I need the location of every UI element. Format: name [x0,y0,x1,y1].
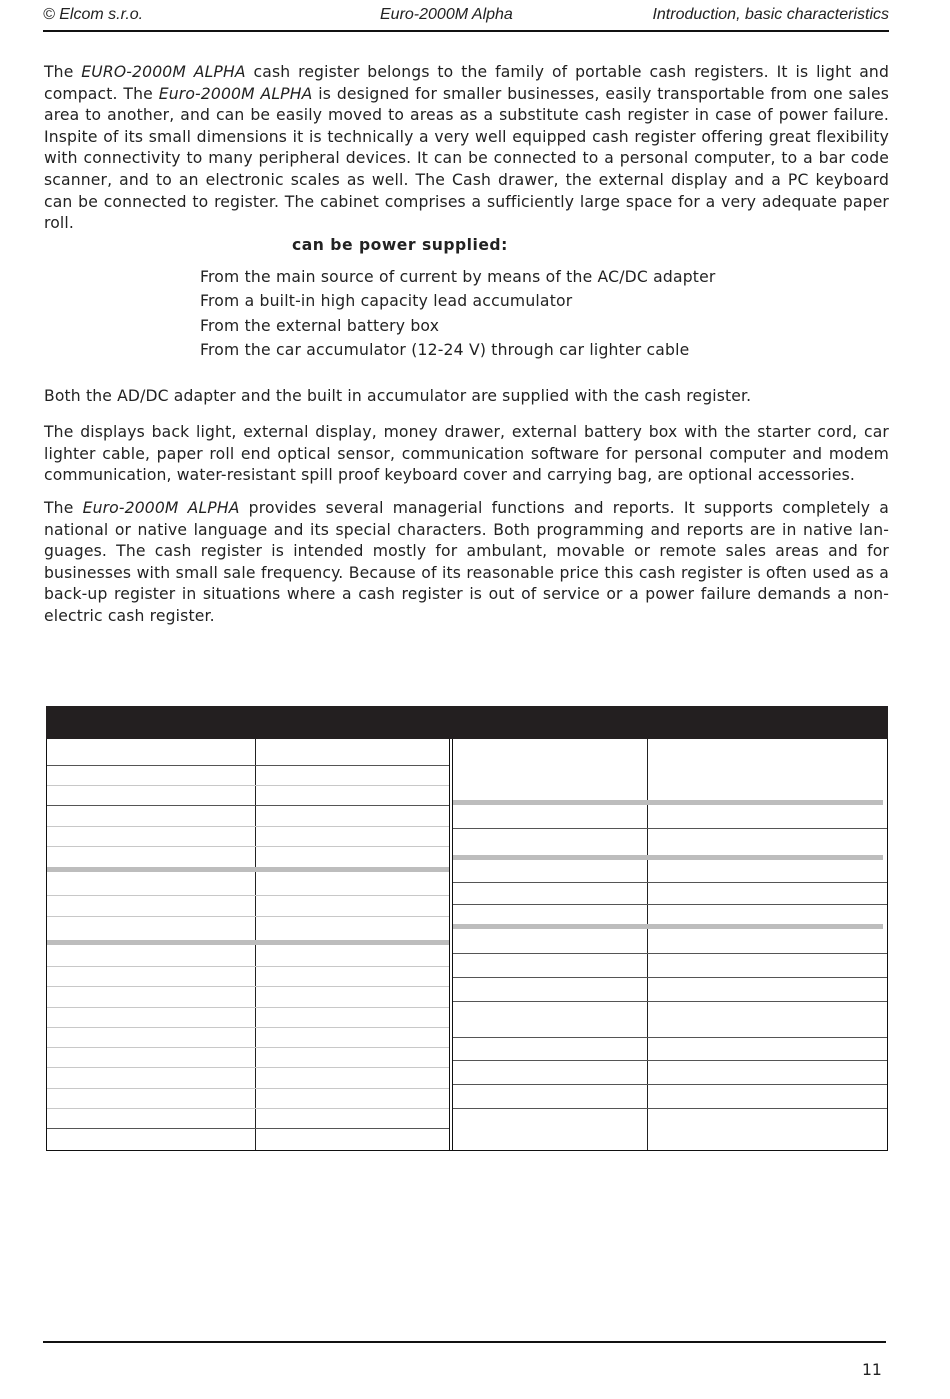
table-row-line [453,1060,887,1061]
intro-text: cash register belongs to the family of portable cash registers. It is light and compact. The [44,63,889,103]
power-list [200,265,716,363]
table-group-band [453,855,883,860]
header-section: Introduction, basic characteristics [652,6,889,23]
product-name: Euro-2000M ALPHA [82,499,240,517]
table-row-line [47,895,449,896]
table-row-line [453,828,887,829]
table-row-line [453,953,887,954]
table-body [46,739,888,1151]
table-row-line [47,805,449,806]
table-right-half [453,739,887,1150]
table-row-line [47,1007,449,1008]
functions-text: provides several managerial functions and reports. It supports completely a national or native language and its special characters. Both programming and reports are in native lan-guages. The cash register is intended mostly for ambulant, movable or remote sales areas and for businesses with small sale frequency. Because of its reasonable price this cash register is often used as a back-up register in situations where a cash register is out of service or a power failure demands a non-electric cash register. [44,499,889,625]
table-group-band [47,940,449,945]
intro-paragraph [44,62,889,235]
table-row-line [453,1084,887,1085]
table-group-band [47,867,449,872]
intro-text: The [44,63,82,81]
table-row-line [47,1047,449,1048]
table-row-line [47,1108,449,1109]
table-row-line [453,904,887,905]
table-row-line [47,1067,449,1068]
table-row-line [47,785,449,786]
page-header [43,4,889,32]
power-heading: can be power supplied: [292,236,508,254]
table-left-half [47,739,449,1150]
table-row-line [453,882,887,883]
optional-paragraph: The displays back light, external display, money drawer, external battery box with the starter cord, car lighter cable, paper roll end optical sensor, communication software for personal computer and modem communication, water-resistant spill proof keyboard cover and carrying bag, are optional accessories. [44,423,889,485]
table-row-line [47,1027,449,1028]
table-row-line [453,1001,887,1002]
power-item: From the car accumulator (12-24 V) through car lighter cable [200,341,690,360]
table-row-line [47,916,449,917]
table-row-line [47,1088,449,1089]
table-row-line [47,986,449,987]
table-row-line [453,1037,887,1038]
power-item: From the external battery box [200,316,440,335]
table-row-line [47,765,449,766]
functions-paragraph [44,498,889,628]
table-row-line [47,966,449,967]
table-row-line [453,1108,887,1109]
functions-text: The [44,499,83,517]
table-row-line [47,1128,449,1129]
table-row-line [47,826,449,827]
power-item: From the main source of current by means of the AC/DC adapter [200,268,716,286]
product-name: EURO-2000M ALPHA [81,63,246,81]
table-row-line [47,846,449,847]
table-group-band [453,800,883,805]
footer-rule [43,1341,886,1343]
table-header-bar [46,706,888,739]
power-item: From a built-in high capacity lead accumulator [200,292,573,311]
table-group-band [453,924,883,929]
accessory-paragraph: Both the AD/DC adapter and the built in accumulator are supplied with the cash register. [44,387,752,405]
header-copyright: © Elcom s.r.o. [43,6,144,23]
specifications-table [46,706,888,1152]
intro-text: is designed for smaller businesses, easily transportable from one sales area to another, and can be easily moved to areas as a substitute cash register in case of power failure. Inspite of its small dimensions it is technically a very well equipped cash register offering great flexibility with connectivity to many peripheral devices. It can be connected to a personal computer, to a bar code scanner, and to an electronic scales as well. The Cash drawer, the external display and a PC keyboard can be connected to register. The cabinet comprises a sufficiently large space for a very adequate paper roll. [44,84,890,233]
product-name: Euro-2000M ALPHA [158,84,313,103]
page-number: 11 [862,1361,882,1379]
table-row-line [453,977,887,978]
header-product: Euro-2000M Alpha [380,6,513,23]
